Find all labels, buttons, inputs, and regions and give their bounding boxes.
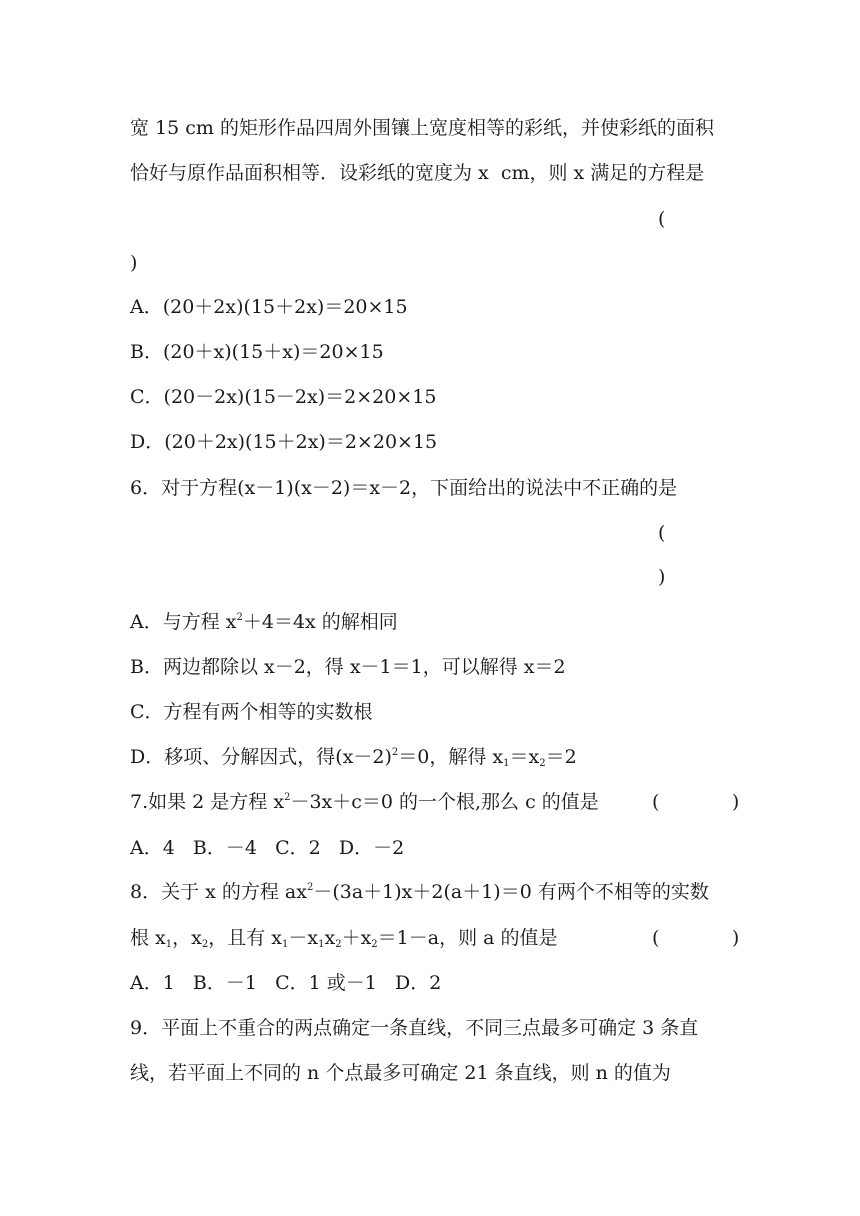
q9-stem-line-1: 9．平面上不重合的两点确定一条直线，不同三点最多可确定 3 条直	[130, 1017, 699, 1039]
q8-stem-line-1: 8．关于 x 的方程 $ax^2-(3a+1)x+2(a+1)=0$ 有两个不相等的实数	[130, 881, 709, 903]
q5-option-b: B．(20＋x)(15＋x)＝20×15	[130, 341, 384, 363]
q5-option-c: C．(20－2x)(15－2x)＝2×20×15	[130, 386, 437, 408]
q5-option-a: A．(20＋2x)(15＋2x)＝20×15	[130, 296, 408, 318]
q8-options: A．1 B．－1 C．1 或－1 D．2	[130, 972, 442, 994]
q6-option-d: D．移项、分解因式，得$(x-2)^2=0$，解得 $x_1=x_2=2$	[130, 746, 577, 769]
q5-stem-line-1: 宽 15 cm 的矩形作品四周外围镶上宽度相等的彩纸，并使彩纸的面积	[130, 117, 714, 139]
q7-stem: 7.如果 2 是方程 $x^2-3x+c=0$ 的一个根,那么 c 的值是	[130, 791, 599, 813]
q5-option-d: D．(20＋2x)(15＋2x)＝2×20×15	[130, 431, 438, 453]
q5-answer-paren-open: (	[658, 208, 666, 230]
q6-stem: 6．对于方程(x－1)(x－2)＝x－2，下面给出的说法中不正确的是	[130, 477, 678, 499]
q5-stem-line-2: 恰好与原作品面积相等．设彩纸的宽度为 x cm，则 x 满足的方程是	[130, 162, 705, 184]
q6-option-b: B．两边都除以 x－2，得 x－1＝1，可以解得 x＝2	[130, 656, 566, 678]
q8-answer-paren: ( )	[652, 927, 740, 949]
q6-option-a: A．与方程 $x^2+4=4x$ 的解相同	[130, 611, 398, 633]
q6-answer-paren-open: (	[658, 522, 666, 544]
q6-option-c: C．方程有两个相等的实数根	[130, 701, 373, 723]
q5-answer-paren-close: )	[130, 252, 138, 274]
q8-stem-line-2: 根 $x_1$，$x_2$，且有 $x_1-x_1x_2+x_2=1-a$，则 a 的值是	[130, 927, 558, 950]
q9-stem-line-2: 线，若平面上不同的 n 个点最多可确定 21 条直线，则 n 的值为	[130, 1062, 671, 1084]
q6-answer-paren-close: )	[658, 566, 666, 588]
q7-answer-paren: ( )	[652, 791, 740, 813]
q7-options: A．4 B．－4 C．2 D．－2	[130, 837, 405, 859]
